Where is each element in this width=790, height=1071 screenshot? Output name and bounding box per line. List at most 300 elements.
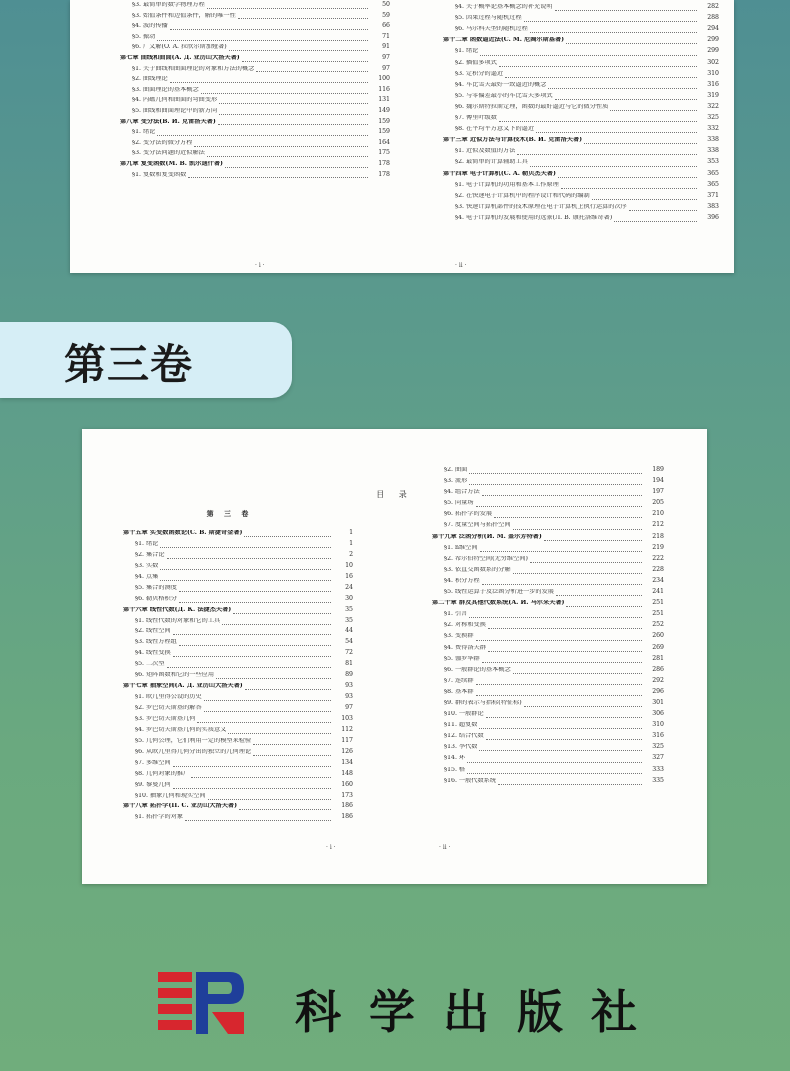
toc-page-number: 310 (652, 721, 664, 729)
toc-section-row (123, 618, 353, 629)
toc-section-row (432, 567, 664, 578)
logo-red-bar-bottom (158, 1020, 192, 1030)
toc-leader-dots (245, 683, 331, 694)
toc-entry-title: §1. 关于曲线和曲面理论的对象和方法的概念 (132, 65, 255, 72)
toc-entry-title: §4. 关于概率论基本概念的补充说明 (455, 4, 553, 11)
toc-entry-title: §1. 电子计算机的功用和基本工作原理 (455, 181, 559, 188)
toc-section-row (432, 744, 664, 755)
toc-leader-dots (530, 159, 697, 170)
toc-leader-dots (179, 596, 331, 607)
toc-leader-dots (207, 150, 368, 161)
toc-section-row (120, 129, 390, 140)
toc-section-row (443, 159, 719, 170)
toc-leader-dots (584, 137, 697, 148)
toc-leader-dots (482, 578, 642, 589)
toc-entry-title: §12. 结合代数 (444, 733, 484, 740)
toc-section-row (443, 182, 719, 193)
toc-leader-dots (173, 782, 331, 793)
toc-entry-title: §7. 傅里叶级数 (455, 115, 497, 122)
toc-section-row (123, 738, 353, 749)
toc-section-row (432, 767, 664, 778)
toc-section-row (120, 34, 390, 45)
toc-page-number: 97 (382, 64, 390, 72)
toc-leader-dots (530, 26, 697, 37)
toc-entry-title: §1. 拓扑学的对象 (135, 814, 184, 821)
toc-section-row (432, 667, 664, 678)
toc-entry-title: §15. 格 (444, 766, 466, 773)
toc-entry-title: §7. 度量空间与拓扑空间 (444, 522, 511, 529)
toc-section-row (443, 4, 719, 15)
toc-page-number: 112 (341, 725, 353, 733)
toc-leader-dots (256, 66, 368, 77)
toc-section-row (432, 589, 664, 600)
toc-leader-dots (499, 60, 697, 71)
toc-section-row (120, 87, 390, 98)
toc-leader-dots (160, 541, 331, 552)
toc-leader-dots (494, 511, 642, 522)
toc-section-row (443, 215, 719, 226)
toc-page-number: 159 (378, 128, 390, 136)
toc-leader-dots (566, 37, 697, 48)
toc-entry-title: §10. 一般群论 (444, 711, 484, 718)
toc-chapter-row (123, 683, 353, 694)
toc-entry-title: §2. 对称和变换 (444, 622, 486, 629)
toc-entry-title: §8. 几何对象的推广 (135, 770, 190, 777)
bottom-right-toc (432, 467, 664, 789)
toc-entry-title: §3. 定积分的逼近 (455, 70, 504, 77)
toc-leader-dots (629, 204, 697, 215)
toc-leader-dots (179, 639, 331, 650)
toc-entry-title: §4. 积分方程 (444, 577, 480, 584)
toc-section-row (432, 733, 664, 744)
top-right-toc (443, 0, 719, 226)
toc-entry-title: §2. 曲线理论 (132, 76, 168, 83)
toc-leader-dots (610, 104, 697, 115)
toc-leader-dots (505, 71, 697, 82)
toc-entry-title: §3. 依直交函数系的分解 (444, 566, 511, 573)
toc-page-number: 197 (652, 488, 664, 496)
toc-section-row (120, 44, 390, 55)
toc-entry-title: §7. 连续群 (444, 677, 474, 684)
toc-leader-dots (197, 716, 331, 727)
toc-entry-title: 第十五章 实变数函数论(C. B. 斯捷奇金著) (123, 530, 243, 536)
toc-page-number: 212 (652, 521, 664, 529)
toc-page-number: 322 (707, 102, 719, 110)
toc-leader-dots (170, 23, 368, 34)
toc-page-number: 310 (707, 69, 719, 77)
toc-entry-title: §3. 流形 (444, 478, 468, 485)
toc-page-number: 288 (707, 14, 719, 22)
toc-leader-dots (216, 672, 331, 683)
toc-chapter-row (120, 55, 390, 66)
toc-leader-dots (160, 574, 331, 585)
toc-entry-title: §5. 几何公理，它们利用一定的模型来检验 (135, 737, 252, 744)
toc-entry-title: §4. 波的传播 (132, 23, 168, 30)
toc-section-row (120, 140, 390, 151)
toc-page-number: 252 (652, 621, 664, 629)
toc-entry-title: §7. 多维空间 (135, 759, 171, 766)
toc-section-row (120, 97, 390, 108)
toc-chapter-row (443, 171, 719, 182)
toc-section-row (432, 778, 664, 789)
toc-section-row (443, 115, 719, 126)
toc-page-number: 148 (341, 769, 353, 777)
toc-page-number: 93 (345, 693, 353, 701)
toc-entry-title: §1. 绪论 (135, 540, 159, 547)
toc-entry-title: §2. 最简单的计算辅助工具 (455, 159, 528, 166)
toc-section-row (432, 556, 664, 567)
toc-entry-title: §4. 车比雪夫最好一致逼近的概念 (455, 81, 547, 88)
toc-section-row (123, 760, 353, 771)
toc-entry-title: §9. 黎曼几何 (135, 781, 171, 788)
toc-leader-dots (479, 744, 642, 755)
toc-page-number: 353 (707, 158, 719, 166)
toc-entry-title: §11. 超复数 (444, 722, 478, 729)
toc-leader-dots (238, 13, 368, 24)
toc-page-number: 396 (707, 213, 719, 221)
toc-page-number: 365 (707, 180, 719, 188)
toc-section-row (443, 48, 719, 59)
toc-section-row (443, 104, 719, 115)
toc-section-row (432, 711, 664, 722)
toc-entry-title: §4. 电子计算机的发展和使用的远景(Л. В. 康托洛维奇著) (455, 214, 613, 221)
toc-chapter-row (432, 600, 664, 611)
toc-page-number: 306 (652, 710, 664, 718)
toc-leader-dots (185, 814, 331, 825)
toc-leader-dots (566, 600, 642, 611)
toc-page-number: 299 (707, 36, 719, 44)
toc-page-number: 71 (382, 32, 390, 40)
toc-page-number: 1 (349, 539, 353, 547)
toc-page-number: 66 (382, 22, 390, 30)
bottom-right-footer: · ii · (439, 844, 451, 851)
toc-section-row (443, 193, 719, 204)
toc-leader-dots (488, 622, 642, 633)
toc-section-row (432, 545, 664, 556)
toc-page-number: 100 (378, 75, 390, 83)
toc-page-number: 149 (378, 106, 390, 114)
toc-section-row (123, 574, 353, 585)
toc-section-row (432, 622, 664, 633)
toc-leader-dots (479, 722, 642, 733)
toc-page-number: 178 (378, 159, 390, 167)
toc-page-number: 302 (707, 58, 719, 66)
toc-section-row (443, 60, 719, 71)
toc-page-number: 16 (345, 572, 353, 580)
toc-leader-dots (556, 589, 642, 600)
bottom-spread-page (82, 429, 707, 884)
toc-entry-title: §1. 绪论 (132, 129, 156, 136)
toc-page-number: 134 (341, 758, 353, 766)
toc-section-row (443, 26, 719, 37)
toc-page-number: 371 (707, 191, 719, 199)
toc-leader-dots (173, 650, 331, 661)
toc-section-row (432, 656, 664, 667)
toc-entry-title: §5. 曲线和曲面理论中的新方向 (132, 107, 218, 114)
logo-red-bar-low (158, 1004, 192, 1014)
toc-leader-dots (488, 645, 642, 656)
toc-entry-title: §1. 线性代数的对象和它的工具 (135, 617, 221, 624)
toc-section-row (123, 628, 353, 639)
toc-page-number: 286 (652, 665, 664, 673)
toc-leader-dots (194, 140, 368, 151)
toc-entry-title: §5. 振动 (132, 33, 156, 40)
toc-leader-dots (558, 171, 697, 182)
toc-leader-dots (204, 694, 331, 705)
toc-page-number: 269 (652, 643, 664, 651)
toc-entry-title: §9. 群的表示与指标(特征标) (444, 699, 522, 706)
toc-page-number: 251 (652, 610, 664, 618)
bottom-left-footer: · i · (326, 844, 336, 851)
toc-page-number: 316 (707, 80, 719, 88)
toc-page-number: 294 (707, 25, 719, 33)
toc-entry-title: 第十九章 泛函分析(И. М. 盖尔芳特著) (432, 533, 542, 540)
toc-leader-dots (167, 661, 331, 672)
toc-page-number: 260 (652, 632, 664, 640)
toc-section-row (123, 727, 353, 738)
toc-page-number: 173 (341, 791, 353, 799)
toc-section-row (123, 793, 353, 804)
toc-section-row (443, 71, 719, 82)
toc-section-row (123, 672, 353, 683)
toc-page-number: 241 (652, 588, 664, 596)
toc-entry-title: 第七章 曲线和曲面(A. Д. 亚历山大洛夫著) (120, 54, 240, 61)
toc-leader-dots (191, 771, 331, 782)
toc-entry-title: §5. 集合的测度 (135, 584, 177, 591)
toc-page-number: 91 (382, 43, 390, 51)
toc-section-row (123, 596, 353, 607)
toc-section-row (123, 782, 353, 793)
toc-entry-title: §2. 在快速电子计算机中的程序设计和代码的编制 (455, 192, 590, 199)
toc-page-number: 50 (382, 1, 390, 8)
toc-leader-dots (544, 534, 642, 545)
toc-leader-dots (536, 126, 697, 137)
volume-label: 第三卷 (64, 340, 194, 389)
toc-leader-dots (218, 119, 368, 130)
toc-entry-title: §2. 曲面 (444, 467, 468, 473)
toc-entry-title: §6. 广义解(O. A. 拉欣尔斯加娅著) (132, 44, 227, 51)
toc-section-row (120, 13, 390, 24)
top-right-footer: · ii · (455, 262, 467, 269)
toc-entry-title: §2. 集合论 (135, 551, 165, 558)
toc-leader-dots (498, 778, 642, 789)
toc-section-row (120, 2, 390, 13)
toc-leader-dots (204, 705, 331, 716)
toc-section-row (432, 722, 664, 733)
toc-page-number: 2 (349, 550, 353, 558)
toc-leader-dots (467, 767, 642, 778)
toc-chapter-row (120, 119, 390, 130)
toc-leader-dots (517, 148, 697, 159)
toc-leader-dots (170, 76, 368, 87)
toc-entry-title: §1. 近似及数值的方法 (455, 148, 516, 155)
toc-leader-dots (482, 489, 642, 500)
toc-chapter-row (443, 37, 719, 48)
volume-heading: 第 三 卷 (206, 509, 253, 518)
toc-entry-title: §16. 一般代数系统 (444, 777, 497, 784)
toc-section-row (120, 150, 390, 161)
toc-leader-dots (524, 700, 642, 711)
toc-entry-title: §1. n维空间 (444, 544, 478, 551)
toc-entry-title: §1. 引言 (444, 611, 468, 618)
toc-page-number: 159 (378, 117, 390, 125)
toc-entry-title: §1. 复数和复变函数 (132, 171, 187, 178)
toc-entry-title: §5. 二次型 (135, 661, 165, 668)
toc-entry-title: §2. 希尔伯特空间(无穷维空间) (444, 555, 528, 562)
toc-page-number: 383 (707, 202, 719, 210)
toc-entry-title: 第二十章 群及其他代数系统(A. И. 马尔采夫著) (432, 600, 565, 607)
toc-page-number: 234 (652, 576, 664, 584)
toc-entry-title: 第十七章 抽象空间(A. Д. 亚历山大洛夫著) (123, 683, 243, 690)
toc-entry-title: §5. 向量场 (444, 500, 474, 507)
toc-entry-title: §1. 绪论 (455, 48, 479, 55)
toc-leader-dots (486, 733, 642, 744)
toc-section-row (443, 82, 719, 93)
toc-leader-dots (253, 749, 331, 760)
toc-section-row (432, 645, 664, 656)
toc-section-row (120, 108, 390, 119)
toc-section-row (123, 541, 353, 552)
toc-page-number: 89 (345, 671, 353, 679)
toc-leader-dots (476, 678, 642, 689)
toc-entry-title: §3. 曲面理论的基本概念 (132, 86, 199, 93)
toc-entry-title: §3. 实数 (135, 562, 159, 569)
toc-section-row (432, 678, 664, 689)
toc-page-number: 1 (349, 529, 353, 536)
toc-leader-dots (469, 478, 642, 489)
toc-section-row (123, 694, 353, 705)
toc-leader-dots (157, 34, 368, 45)
toc-entry-title: §2. 线性空间 (135, 628, 171, 635)
toc-entry-title: §6. 马尔科夫型的随机过程 (455, 26, 528, 33)
toc-leader-dots (476, 633, 642, 644)
toc-page-number: 222 (652, 554, 664, 562)
toc-leader-dots (513, 667, 642, 678)
toc-page-number: 10 (345, 561, 353, 569)
toc-page-number: 228 (652, 565, 664, 573)
toc-section-row (123, 650, 353, 661)
toc-section-row (123, 585, 353, 596)
toc-leader-dots (229, 44, 368, 55)
toc-entry-title: §4. 线性变换 (135, 650, 171, 657)
toc-entry-title: §6. 拓扑学的发展 (444, 511, 493, 518)
toc-page-number: 205 (652, 499, 664, 507)
toc-page-number: 54 (345, 638, 353, 646)
toc-page-number: 97 (382, 53, 390, 61)
toc-leader-dots (219, 108, 368, 119)
toc-leader-dots (173, 760, 331, 771)
toc-leader-dots (614, 215, 697, 226)
toc-page-number: 219 (652, 543, 664, 551)
toc-title: 目 录 (376, 490, 413, 499)
toc-section-row (432, 511, 664, 522)
toc-section-row (123, 705, 353, 716)
toc-leader-dots (469, 467, 642, 478)
toc-page-number: 24 (345, 583, 353, 591)
toc-entry-title: §3. 最简单的数学物理方程 (132, 2, 205, 8)
toc-leader-dots (476, 689, 642, 700)
toc-section-row (432, 755, 664, 766)
logo-red-bar-middle (158, 988, 192, 998)
toc-section-row (432, 700, 664, 711)
toc-page-number: 30 (345, 594, 353, 602)
toc-page-number: 186 (341, 813, 353, 821)
toc-entry-title: 第十八章 拓扑学(П. С. 亚历山大洛夫著) (123, 803, 238, 810)
toc-entry-title: §14. 环 (444, 755, 466, 762)
toc-entry-title: 第十六章 线性代数(Д. К. 法捷杰夫著) (123, 606, 232, 613)
toc-leader-dots (239, 803, 331, 814)
publisher-name: 科学出版社 (295, 985, 665, 1039)
toc-leader-dots (233, 607, 331, 618)
toc-entry-title: 第十四章 电子计算机(C. A. 勒贝杰夫著) (443, 170, 556, 177)
toc-leader-dots (530, 556, 642, 567)
toc-page-number: 175 (378, 149, 390, 157)
toc-section-row (123, 749, 353, 760)
toc-page-number: 35 (345, 616, 353, 624)
toc-page-number: 178 (378, 170, 390, 178)
toc-page-number: 251 (652, 599, 664, 607)
toc-entry-title: §10. 抽象几何和现实空间 (135, 792, 206, 799)
toc-page-number: 116 (378, 85, 390, 93)
toc-section-row (120, 23, 390, 34)
toc-entry-title: §5. 线性运算子及泛函分析进一步的发展 (444, 589, 554, 596)
toc-section-row (443, 148, 719, 159)
top-left-toc (120, 2, 390, 182)
toc-leader-dots (173, 628, 331, 639)
top-spread-page (70, 0, 734, 273)
toc-section-row (432, 578, 664, 589)
toc-page-number: 126 (341, 747, 353, 755)
toc-entry-title: §6. 从欧几里得几何分出的独立的几何理论 (135, 748, 252, 755)
toc-page-number: 210 (652, 510, 664, 518)
toc-section-row (432, 633, 664, 644)
toc-entry-title: §6. 勒贝格积分 (135, 595, 177, 602)
toc-leader-dots (480, 545, 642, 556)
toc-entry-title: 第九章 复变函数(M. B. 凯尔迪什著) (120, 160, 223, 167)
toc-leader-dots (219, 97, 368, 108)
volume-label-tab (0, 322, 292, 398)
toc-entry-title: §4. 罗巴切夫斯基几何的实质意义 (135, 726, 227, 733)
toc-leader-dots (513, 522, 642, 533)
toc-entry-title: 第八章 变分法(B. И. 克雷洛夫著) (120, 118, 216, 125)
toc-leader-dots (253, 738, 331, 749)
toc-leader-dots (482, 656, 642, 667)
toc-page-number: 189 (652, 466, 664, 473)
toc-leader-dots (222, 618, 331, 629)
toc-section-row (120, 76, 390, 87)
toc-entry-title: §13. 李代数 (444, 744, 478, 751)
toc-page-number: 103 (341, 714, 353, 722)
toc-leader-dots (513, 567, 642, 578)
toc-section-row (432, 500, 664, 511)
toc-section-row (120, 66, 390, 77)
toc-page-number: 301 (652, 698, 664, 706)
toc-page-number: 333 (652, 765, 664, 773)
toc-section-row (432, 522, 664, 533)
toc-page-number: 93 (345, 682, 353, 690)
toc-entry-title: §3. 罗巴切夫斯基几何 (135, 715, 196, 722)
toc-leader-dots (244, 530, 331, 541)
toc-page-number: 365 (707, 169, 719, 177)
toc-leader-dots (561, 182, 697, 193)
toc-section-row (123, 563, 353, 574)
toc-entry-title: §3. 变换群 (444, 633, 474, 640)
toc-page-number: 160 (341, 780, 353, 788)
toc-section-row (443, 126, 719, 137)
toc-page-number: 299 (707, 47, 719, 55)
toc-entry-title: §8. 基本群 (444, 688, 474, 695)
toc-page-number: 292 (652, 676, 664, 684)
